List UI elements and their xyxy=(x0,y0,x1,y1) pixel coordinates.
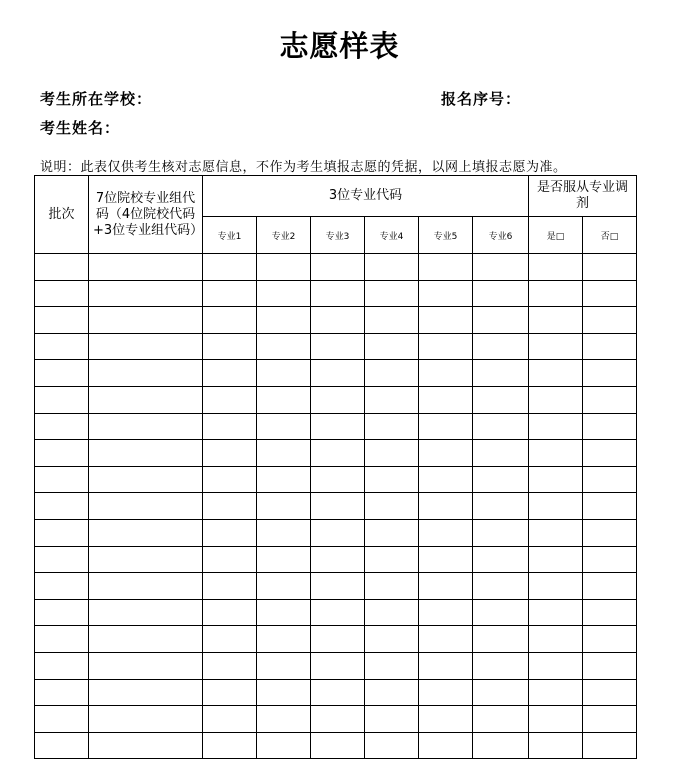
table-cell[interactable] xyxy=(419,546,473,573)
preference-table-body xyxy=(35,254,637,759)
table-cell[interactable] xyxy=(365,732,419,759)
table-cell[interactable] xyxy=(311,706,365,733)
table-cell[interactable] xyxy=(473,652,529,679)
table-cell[interactable] xyxy=(311,732,365,759)
table-cell[interactable] xyxy=(35,254,89,281)
table-cell[interactable] xyxy=(35,652,89,679)
table-cell[interactable] xyxy=(203,493,257,520)
table-cell[interactable] xyxy=(89,546,203,573)
table-cell[interactable] xyxy=(529,732,583,759)
table-cell[interactable] xyxy=(529,626,583,653)
table-cell[interactable] xyxy=(89,466,203,493)
table-cell[interactable] xyxy=(583,466,637,493)
table-cell[interactable] xyxy=(89,706,203,733)
table-cell[interactable] xyxy=(365,280,419,307)
table-cell[interactable] xyxy=(365,466,419,493)
instruction-note: 说明：此表仅供考生核对志愿信息，不作为考生填报志愿的凭据，以网上填报志愿为准。 xyxy=(40,160,567,175)
table-cell[interactable] xyxy=(257,599,311,626)
table-cell[interactable] xyxy=(89,360,203,387)
table-cell[interactable] xyxy=(89,413,203,440)
table-cell[interactable] xyxy=(257,546,311,573)
table-cell[interactable] xyxy=(419,307,473,334)
table-row xyxy=(35,333,637,360)
table-cell[interactable] xyxy=(473,413,529,440)
table-cell[interactable] xyxy=(365,679,419,706)
table-cell[interactable] xyxy=(583,440,637,467)
table-cell[interactable] xyxy=(35,732,89,759)
table-cell[interactable] xyxy=(583,546,637,573)
table-cell[interactable] xyxy=(35,386,89,413)
name-field-label: 考生姓名： xyxy=(40,119,121,137)
table-cell[interactable] xyxy=(35,280,89,307)
table-cell[interactable] xyxy=(203,626,257,653)
header-major-6: 专业6 xyxy=(473,217,529,254)
table-cell[interactable] xyxy=(365,386,419,413)
table-cell[interactable] xyxy=(311,386,365,413)
table-cell[interactable] xyxy=(311,440,365,467)
table-cell[interactable] xyxy=(89,307,203,334)
table-cell[interactable] xyxy=(419,626,473,653)
table-cell[interactable] xyxy=(89,493,203,520)
table-cell[interactable] xyxy=(89,333,203,360)
table-cell[interactable] xyxy=(419,493,473,520)
table-row xyxy=(35,599,637,626)
table-cell[interactable] xyxy=(583,652,637,679)
table-row xyxy=(35,626,637,653)
table-cell[interactable] xyxy=(203,280,257,307)
table-cell[interactable] xyxy=(203,466,257,493)
school-field-label: 考生所在学校： xyxy=(40,90,153,108)
table-cell[interactable] xyxy=(257,307,311,334)
table-cell[interactable] xyxy=(529,333,583,360)
table-cell[interactable] xyxy=(583,679,637,706)
table-cell[interactable] xyxy=(583,333,637,360)
table-cell[interactable] xyxy=(89,573,203,600)
table-cell[interactable] xyxy=(257,519,311,546)
table-row xyxy=(35,466,637,493)
table-cell[interactable] xyxy=(419,360,473,387)
table-cell[interactable] xyxy=(529,386,583,413)
table-cell[interactable] xyxy=(35,626,89,653)
table-cell[interactable] xyxy=(311,466,365,493)
table-row xyxy=(35,732,637,759)
table-cell[interactable] xyxy=(529,573,583,600)
table-cell[interactable] xyxy=(529,493,583,520)
table-cell[interactable] xyxy=(257,254,311,281)
table-cell[interactable] xyxy=(583,254,637,281)
header-major-3: 专业3 xyxy=(311,217,365,254)
table-row xyxy=(35,360,637,387)
table-cell[interactable] xyxy=(473,254,529,281)
header-major-5: 专业5 xyxy=(419,217,473,254)
table-cell[interactable] xyxy=(35,599,89,626)
table-row xyxy=(35,493,637,520)
table-cell[interactable] xyxy=(365,706,419,733)
table-row xyxy=(35,652,637,679)
table-cell[interactable] xyxy=(365,413,419,440)
table-cell[interactable] xyxy=(89,280,203,307)
table-cell[interactable] xyxy=(473,732,529,759)
table-cell[interactable] xyxy=(365,519,419,546)
table-cell[interactable] xyxy=(35,307,89,334)
table-cell[interactable] xyxy=(583,599,637,626)
table-cell[interactable] xyxy=(35,466,89,493)
table-cell[interactable] xyxy=(89,599,203,626)
page-title: 志愿样表 xyxy=(279,29,400,63)
table-cell[interactable] xyxy=(35,440,89,467)
table-cell[interactable] xyxy=(35,519,89,546)
table-cell[interactable] xyxy=(311,573,365,600)
table-cell[interactable] xyxy=(203,360,257,387)
table-cell[interactable] xyxy=(529,440,583,467)
table-cell[interactable] xyxy=(89,386,203,413)
table-cell[interactable] xyxy=(203,546,257,573)
table-cell[interactable] xyxy=(203,254,257,281)
table-cell[interactable] xyxy=(583,413,637,440)
table-cell[interactable] xyxy=(473,280,529,307)
table-cell[interactable] xyxy=(203,307,257,334)
table-cell[interactable] xyxy=(257,440,311,467)
table-cell[interactable] xyxy=(583,732,637,759)
table-cell[interactable] xyxy=(419,652,473,679)
table-cell[interactable] xyxy=(257,573,311,600)
table-cell[interactable] xyxy=(311,599,365,626)
table-row xyxy=(35,679,637,706)
preference-table xyxy=(34,175,637,759)
table-cell[interactable] xyxy=(419,280,473,307)
table-cell[interactable] xyxy=(203,440,257,467)
table-cell[interactable] xyxy=(529,307,583,334)
table-cell[interactable] xyxy=(203,706,257,733)
table-cell[interactable] xyxy=(35,413,89,440)
table-cell[interactable] xyxy=(311,652,365,679)
table-cell[interactable] xyxy=(529,413,583,440)
table-row xyxy=(35,440,637,467)
table-cell[interactable] xyxy=(365,307,419,334)
table-row xyxy=(35,519,637,546)
table-cell[interactable] xyxy=(311,307,365,334)
table-cell[interactable] xyxy=(257,652,311,679)
table-cell[interactable] xyxy=(365,626,419,653)
table-row xyxy=(35,413,637,440)
header-major-1: 专业1 xyxy=(203,217,257,254)
table-cell[interactable] xyxy=(365,333,419,360)
table-cell[interactable] xyxy=(473,333,529,360)
table-row xyxy=(35,254,637,281)
table-row xyxy=(35,280,637,307)
table-cell[interactable] xyxy=(529,652,583,679)
table-row xyxy=(35,386,637,413)
table-cell[interactable] xyxy=(89,679,203,706)
table-cell[interactable] xyxy=(311,280,365,307)
table-cell[interactable] xyxy=(419,679,473,706)
table-cell[interactable] xyxy=(473,679,529,706)
table-cell[interactable] xyxy=(583,307,637,334)
table-cell[interactable] xyxy=(529,679,583,706)
table-cell[interactable] xyxy=(311,254,365,281)
table-cell[interactable] xyxy=(529,466,583,493)
table-cell[interactable] xyxy=(203,386,257,413)
table-cell[interactable] xyxy=(365,440,419,467)
table-cell[interactable] xyxy=(311,413,365,440)
table-cell[interactable] xyxy=(529,280,583,307)
table-cell[interactable] xyxy=(473,307,529,334)
table-cell[interactable] xyxy=(35,573,89,600)
table-cell[interactable] xyxy=(203,413,257,440)
table-cell[interactable] xyxy=(311,519,365,546)
table-cell[interactable] xyxy=(365,599,419,626)
table-cell[interactable] xyxy=(35,333,89,360)
table-cell[interactable] xyxy=(203,333,257,360)
header-adjust-text: 是否服从专业调剂 xyxy=(537,180,629,211)
table-cell[interactable] xyxy=(473,599,529,626)
table-cell[interactable] xyxy=(473,493,529,520)
table-cell[interactable] xyxy=(583,280,637,307)
table-cell[interactable] xyxy=(311,360,365,387)
table-cell[interactable] xyxy=(203,573,257,600)
table-cell[interactable] xyxy=(365,254,419,281)
table-cell[interactable] xyxy=(419,466,473,493)
table-row xyxy=(35,546,637,573)
table-cell[interactable] xyxy=(583,626,637,653)
table-cell[interactable] xyxy=(419,706,473,733)
header-batch: 批次 xyxy=(35,176,89,254)
table-cell[interactable] xyxy=(89,254,203,281)
table-cell[interactable] xyxy=(35,493,89,520)
table-cell[interactable] xyxy=(419,573,473,600)
table-cell[interactable] xyxy=(529,599,583,626)
table-cell[interactable] xyxy=(583,573,637,600)
table-row xyxy=(35,706,637,733)
table-cell[interactable] xyxy=(35,706,89,733)
table-cell[interactable] xyxy=(257,413,311,440)
table-cell[interactable] xyxy=(311,626,365,653)
header-major-4: 专业4 xyxy=(365,217,419,254)
table-cell[interactable] xyxy=(89,732,203,759)
table-cell[interactable] xyxy=(203,652,257,679)
table-cell[interactable] xyxy=(311,679,365,706)
table-cell[interactable] xyxy=(529,360,583,387)
table-cell[interactable] xyxy=(89,652,203,679)
table-cell[interactable] xyxy=(257,493,311,520)
table-cell[interactable] xyxy=(257,280,311,307)
table-cell[interactable] xyxy=(89,519,203,546)
table-cell[interactable] xyxy=(257,333,311,360)
table-cell[interactable] xyxy=(419,599,473,626)
header-major-2: 专业2 xyxy=(257,217,311,254)
table-cell[interactable] xyxy=(473,706,529,733)
table-cell[interactable] xyxy=(529,254,583,281)
table-cell[interactable] xyxy=(257,706,311,733)
table-cell[interactable] xyxy=(203,519,257,546)
table-cell[interactable] xyxy=(203,599,257,626)
table-cell[interactable] xyxy=(365,652,419,679)
header-adjust-no: 否□ xyxy=(583,217,637,254)
table-cell[interactable] xyxy=(257,679,311,706)
header-group-code-text: 7位院校专业组代码（4位院校代码+3位专业组代码） xyxy=(93,190,204,238)
table-cell[interactable] xyxy=(419,519,473,546)
table-cell[interactable] xyxy=(583,386,637,413)
table-cell[interactable] xyxy=(473,466,529,493)
table-cell[interactable] xyxy=(583,360,637,387)
table-cell[interactable] xyxy=(257,626,311,653)
table-cell[interactable] xyxy=(35,679,89,706)
table-cell[interactable] xyxy=(203,679,257,706)
table-cell[interactable] xyxy=(311,333,365,360)
table-cell[interactable] xyxy=(365,360,419,387)
table-cell[interactable] xyxy=(35,546,89,573)
table-row xyxy=(35,573,637,600)
table-cell[interactable] xyxy=(419,386,473,413)
table-cell[interactable] xyxy=(473,360,529,387)
table-cell[interactable] xyxy=(257,360,311,387)
table-cell[interactable] xyxy=(529,706,583,733)
header-major-codes: 3位专业代码 xyxy=(203,176,529,217)
table-cell[interactable] xyxy=(473,573,529,600)
table-cell[interactable] xyxy=(419,732,473,759)
table-cell[interactable] xyxy=(473,626,529,653)
table-cell[interactable] xyxy=(419,254,473,281)
table-cell[interactable] xyxy=(89,626,203,653)
header-group-code xyxy=(89,176,203,254)
table-cell[interactable] xyxy=(583,706,637,733)
table-cell[interactable] xyxy=(583,493,637,520)
table-row xyxy=(35,307,637,334)
table-cell[interactable] xyxy=(473,440,529,467)
header-adjust xyxy=(529,176,637,217)
table-cell[interactable] xyxy=(473,386,529,413)
table-cell[interactable] xyxy=(257,466,311,493)
table-cell[interactable] xyxy=(419,413,473,440)
table-cell[interactable] xyxy=(473,519,529,546)
table-cell[interactable] xyxy=(529,546,583,573)
table-cell[interactable] xyxy=(419,440,473,467)
serial-number-field-label: 报名序号： xyxy=(441,90,522,108)
table-cell[interactable] xyxy=(529,519,583,546)
table-cell[interactable] xyxy=(311,546,365,573)
table-cell[interactable] xyxy=(365,573,419,600)
table-cell[interactable] xyxy=(257,386,311,413)
table-cell[interactable] xyxy=(365,493,419,520)
table-cell[interactable] xyxy=(89,440,203,467)
table-cell[interactable] xyxy=(203,732,257,759)
table-cell[interactable] xyxy=(311,493,365,520)
table-cell[interactable] xyxy=(257,732,311,759)
table-cell[interactable] xyxy=(583,519,637,546)
table-cell[interactable] xyxy=(35,360,89,387)
header-adjust-yes: 是□ xyxy=(529,217,583,254)
table-cell[interactable] xyxy=(473,546,529,573)
table-cell[interactable] xyxy=(419,333,473,360)
table-cell[interactable] xyxy=(365,546,419,573)
